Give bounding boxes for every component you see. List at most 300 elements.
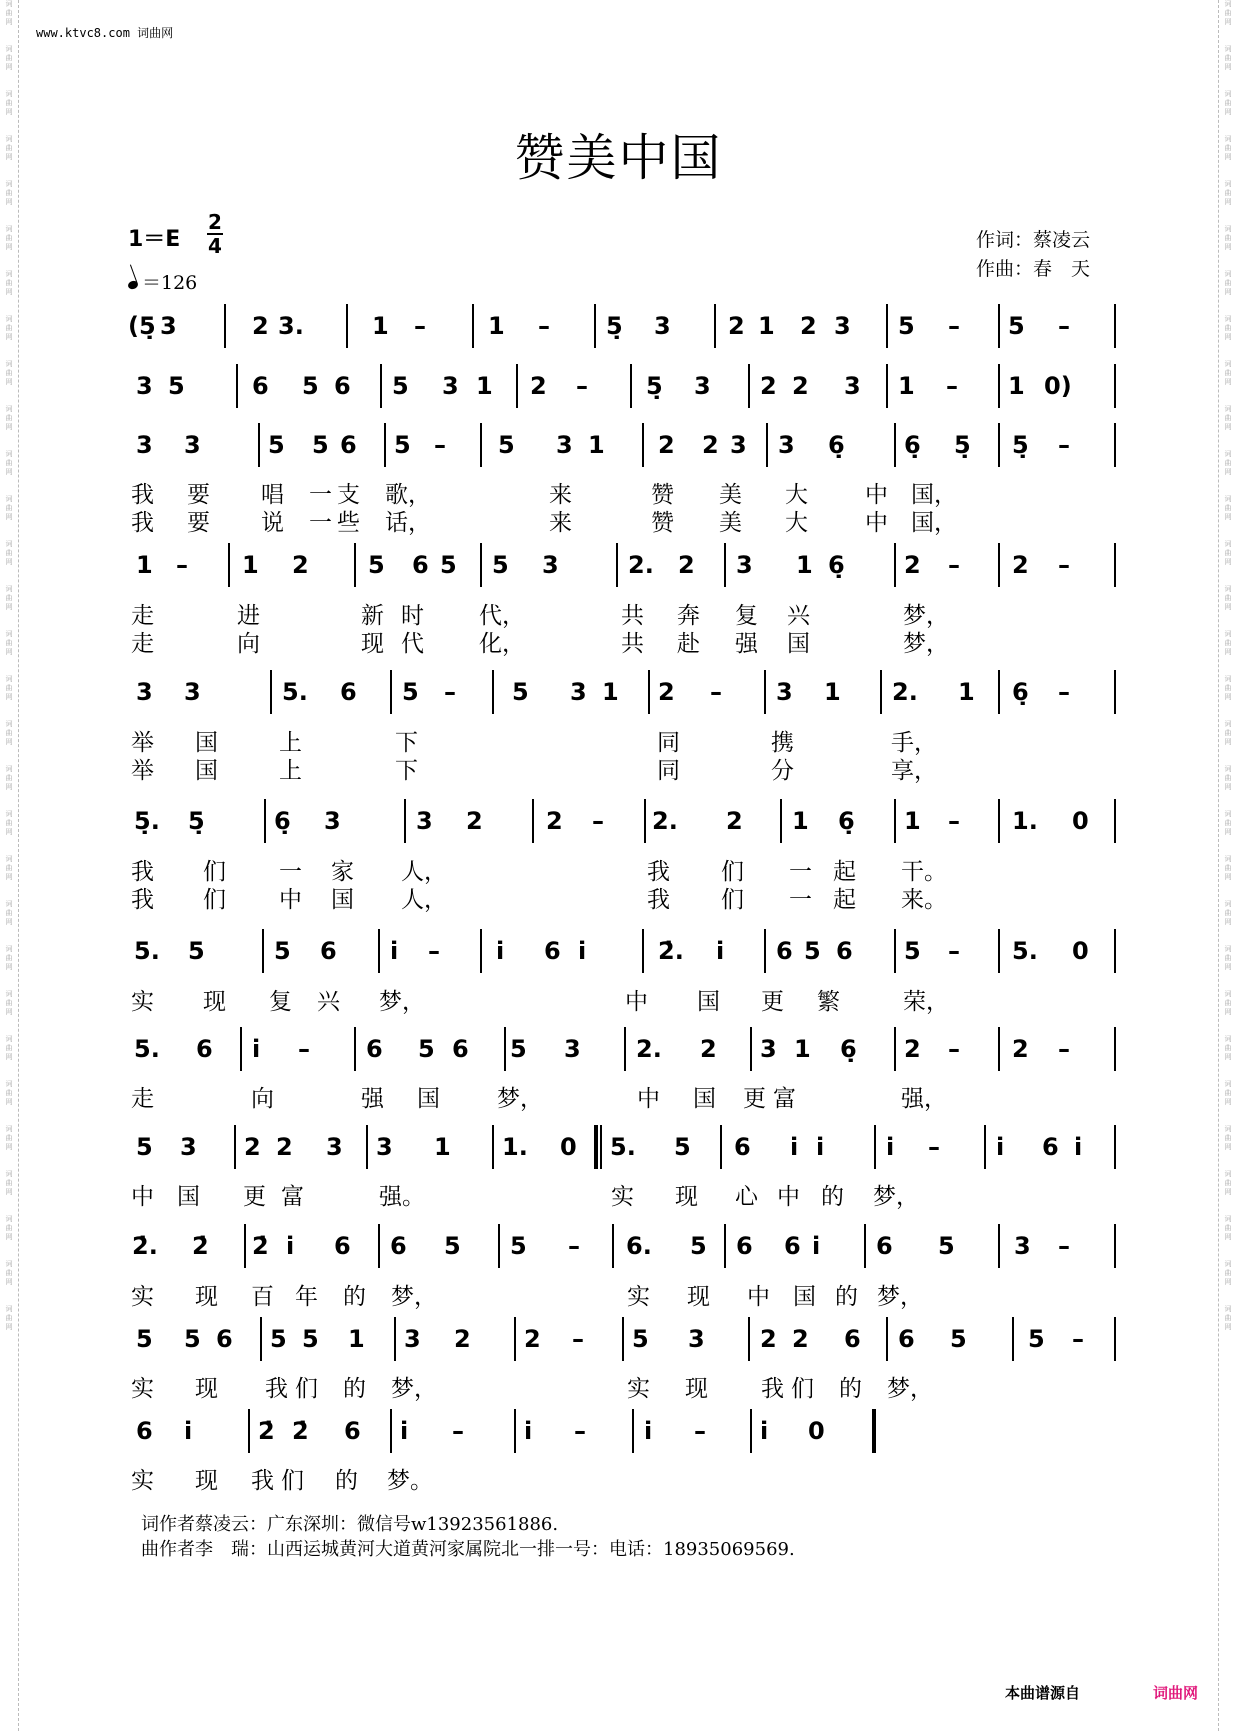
lyric-syllable: 国: [331, 887, 354, 913]
note: –: [948, 807, 960, 835]
barline: [750, 1409, 752, 1453]
barline: [864, 1224, 866, 1268]
lyric-syllable: 们: [281, 1468, 304, 1494]
note: 2: [728, 312, 745, 340]
barline: [354, 1027, 356, 1071]
note: 2: [726, 807, 743, 835]
score-line: [128, 1133, 1116, 1173]
lyric-syllable: 我: [131, 482, 154, 508]
barline: [880, 670, 882, 714]
lyric-syllable: 梦，: [877, 1284, 923, 1310]
note: 6̣: [840, 1035, 857, 1063]
lyric-syllable: 兴: [317, 989, 340, 1015]
barline: [748, 1317, 750, 1361]
lyric-syllable: 共: [621, 631, 644, 657]
note: 6: [136, 1417, 153, 1445]
note: 2̇: [192, 1232, 209, 1260]
lyric-syllable: 百: [251, 1284, 274, 1310]
note: 5: [168, 372, 185, 400]
note: –: [1072, 1325, 1084, 1353]
lyric-line: [131, 1080, 1091, 1112]
barline: [998, 1224, 1000, 1268]
note: 0: [1072, 807, 1089, 835]
note: 5: [512, 678, 529, 706]
barline: [1114, 1027, 1116, 1071]
note: –: [434, 431, 446, 459]
lyric-syllable: 大: [785, 482, 808, 508]
lyric-syllable: 中: [625, 989, 648, 1015]
lyric-syllable: 说: [261, 510, 284, 536]
lyric-syllable: 梦，: [391, 1376, 437, 1402]
note: 1: [602, 678, 619, 706]
barline: [612, 1224, 614, 1268]
note: 5: [392, 372, 409, 400]
note: i̇: [496, 937, 505, 965]
note: i̇: [286, 1232, 295, 1260]
note: 2̇.: [132, 1232, 158, 1260]
note: 5: [136, 1325, 153, 1353]
note: 2: [466, 807, 483, 835]
note: 5̣: [646, 372, 663, 400]
barline: [1114, 304, 1116, 348]
lyric-line: [131, 1462, 1091, 1494]
lyric-syllable: 的: [343, 1284, 366, 1310]
lyric-syllable: 更: [243, 1184, 266, 1210]
note: 6: [344, 1417, 361, 1445]
note: 6: [334, 1232, 351, 1260]
note: 5: [510, 1035, 527, 1063]
barline: [644, 799, 646, 843]
note: 6̣: [828, 431, 845, 459]
note: –: [538, 312, 550, 340]
note: 6̣: [838, 807, 855, 835]
lyric-syllable: 赴: [677, 631, 700, 657]
lyric-line: [131, 476, 1091, 508]
lyric-syllable: 向: [251, 1086, 274, 1112]
lyric-line: [131, 752, 1091, 784]
lyric-syllable: 我: [131, 887, 154, 913]
barline: [472, 304, 474, 348]
barline: [894, 799, 896, 843]
note: 2: [244, 1133, 261, 1161]
note: 6: [340, 678, 357, 706]
lyric-syllable: 我: [131, 859, 154, 885]
note: –: [592, 807, 604, 835]
note: 5: [632, 1325, 649, 1353]
note: 2: [904, 1035, 921, 1063]
note: 3: [326, 1133, 343, 1161]
tempo-marking: [128, 268, 197, 295]
note: –: [428, 937, 440, 965]
lyric-syllable: 话，: [385, 510, 431, 536]
barline: [1114, 929, 1116, 973]
note: 1: [242, 551, 259, 579]
lyric-syllable: 们: [203, 859, 226, 885]
song-title: 赞美中国: [514, 129, 723, 187]
note: 6: [734, 1133, 751, 1161]
lyric-syllable: 起: [833, 887, 856, 913]
lyric-syllable: 现: [195, 1468, 218, 1494]
note: –: [928, 1133, 940, 1161]
barline: [228, 543, 230, 587]
note: 2.: [636, 1035, 662, 1063]
note: –: [1058, 431, 1070, 459]
note: 1: [588, 431, 605, 459]
lyric-syllable: 同: [657, 730, 680, 756]
note: 5: [136, 1133, 153, 1161]
note: 1: [796, 551, 813, 579]
note: 3: [778, 431, 795, 459]
note: 3: [136, 678, 153, 706]
note: 2: [530, 372, 547, 400]
lyric-syllable: 的: [835, 1284, 858, 1310]
barline: [1114, 1224, 1116, 1268]
lyric-syllable: 复: [269, 989, 292, 1015]
lyric-syllable: 我: [131, 510, 154, 536]
note: 2: [702, 431, 719, 459]
lyric-syllable: 下: [395, 758, 418, 784]
lyric-syllable: 国: [417, 1086, 440, 1112]
note: 6: [390, 1232, 407, 1260]
note: 1: [434, 1133, 451, 1161]
note: i̇: [252, 1035, 261, 1063]
barline: [260, 1317, 262, 1361]
note: 6: [366, 1035, 383, 1063]
note: 0: [560, 1133, 577, 1161]
tempo-value: ＝126: [142, 272, 198, 294]
lyric-syllable: 举: [131, 758, 154, 784]
lyric-syllable: 复: [735, 603, 758, 629]
lyric-syllable: 美: [719, 482, 742, 508]
lyric-line: [131, 504, 1091, 536]
note: 5: [402, 678, 419, 706]
composer-contact: 曲作者李 瑞：山西运城黄河大道黄河家属院北一排一号：电话：18935069569.: [141, 1539, 795, 1560]
lyric-syllable: 美: [719, 510, 742, 536]
right-watermark: 词 曲 网 词 曲 网 词 曲 网 词 曲 网 词 曲 网 词 曲 网 词 曲 网 词 曲 网 词 曲 网 词 曲 网 词 曲 网 词 曲 网 词 曲 网 词 曲 网 词 曲 网 词 曲 网 词 曲 网 词 曲 网 词 曲 网 词 曲 网 词 曲 网 词 曲 网 词 曲 网 词 曲 网 词 曲 网 词 曲 网 词 曲 网 词 曲 网 词 曲 网 词 曲 网: [1224, 0, 1232, 1331]
lyric-syllable: 繁: [817, 989, 840, 1015]
barline: [984, 1125, 986, 1169]
barline: [516, 364, 518, 408]
lyric-syllable: 国: [697, 989, 720, 1015]
note: 6: [196, 1035, 213, 1063]
note: 5: [492, 551, 509, 579]
left-watermark: 词 曲 网 词 曲 网 词 曲 网 词 曲 网 词 曲 网 词 曲 网 词 曲 网 词 曲 网 词 曲 网 词 曲 网 词 曲 网 词 曲 网 词 曲 网 词 曲 网 词 曲 网 词 曲 网 词 曲 网 词 曲 网 词 曲 网 词 曲 网 词 曲 网 词 曲 网 词 曲 网 词 曲 网 词 曲 网 词 曲 网 词 曲 网 词 曲 网 词 曲 网 词 曲 网: [5, 0, 13, 1331]
lyric-syllable: 大: [785, 510, 808, 536]
score-line: [128, 1232, 1116, 1272]
note: 6: [340, 431, 357, 459]
note: 5̣: [606, 312, 623, 340]
note: 3: [1014, 1232, 1031, 1260]
note: 1: [476, 372, 493, 400]
note: 3.: [278, 312, 304, 340]
note: 2: [546, 807, 563, 835]
note: 2: [252, 312, 269, 340]
note: 3: [442, 372, 459, 400]
lyric-syllable: 新: [361, 603, 384, 629]
note: –: [574, 1417, 586, 1445]
note: 5: [268, 431, 285, 459]
barline: [480, 423, 482, 467]
note: –: [694, 1417, 706, 1445]
credits: [976, 226, 1090, 284]
note: 3: [324, 807, 341, 835]
barline: [894, 929, 896, 973]
barline: [780, 799, 782, 843]
note: 1.: [502, 1133, 528, 1161]
note: 6: [784, 1232, 801, 1260]
note: –: [946, 372, 958, 400]
note: 3: [556, 431, 573, 459]
note: 5: [950, 1325, 967, 1353]
note: 5.: [282, 678, 308, 706]
note: 6: [876, 1232, 893, 1260]
note: –: [452, 1417, 464, 1445]
barline: [720, 1125, 722, 1169]
lyric-line: [131, 983, 1091, 1015]
lyric-syllable: 梦，: [391, 1284, 437, 1310]
barline: [244, 1224, 246, 1268]
note: 2̇: [252, 1232, 269, 1260]
note: 2: [292, 551, 309, 579]
barline: [264, 799, 266, 843]
note: 5: [1008, 312, 1025, 340]
lyric-syllable: 中: [637, 1086, 660, 1112]
lyric-syllable: 走: [131, 631, 154, 657]
barline: [514, 1409, 516, 1453]
note: 3: [564, 1035, 581, 1063]
barline: [894, 543, 896, 587]
note: 1: [488, 312, 505, 340]
note: 5: [674, 1133, 691, 1161]
lyric-syllable: 实: [131, 1468, 154, 1494]
lyric-line: [131, 1370, 1091, 1402]
lyric-syllable: 实: [627, 1376, 650, 1402]
lyric-syllable: 现: [361, 631, 384, 657]
note: 2.: [892, 678, 918, 706]
barline: [750, 1027, 752, 1071]
barline: [1114, 1125, 1116, 1169]
note: 6.: [626, 1232, 652, 1260]
lyric-syllable: 向: [237, 631, 260, 657]
lyric-syllable: 中: [747, 1284, 770, 1310]
lyric-syllable: 我: [647, 859, 670, 885]
note: 6: [898, 1325, 915, 1353]
lyric-syllable: 富: [773, 1086, 796, 1112]
barline: [366, 1125, 368, 1169]
barline: [632, 1409, 634, 1453]
lyric-syllable: 的: [839, 1376, 862, 1402]
note: 5: [904, 937, 921, 965]
note: 5.: [610, 1133, 636, 1161]
note: i̇: [996, 1133, 1005, 1161]
note: 5.: [134, 1035, 160, 1063]
lyric-syllable: 些: [337, 510, 360, 536]
lyric-syllable: 梦，: [903, 603, 949, 629]
time-signature: [207, 212, 223, 256]
note: 5: [312, 431, 329, 459]
note: 1: [348, 1325, 365, 1353]
note: 5: [498, 431, 515, 459]
lyric-syllable: 上: [279, 758, 302, 784]
site-header[interactable]: www.ktvc8.com 词曲网: [36, 26, 174, 40]
note: 6: [216, 1325, 233, 1353]
note: 6: [1042, 1133, 1059, 1161]
note: 1.: [1012, 807, 1038, 835]
note: 5: [444, 1232, 461, 1260]
note: 6: [320, 937, 337, 965]
note: 3: [184, 678, 201, 706]
lyric-syllable: 要: [187, 482, 210, 508]
lyric-syllable: 实: [131, 1284, 154, 1310]
note: 1: [792, 807, 809, 835]
note: 5: [898, 312, 915, 340]
lyric-syllable: 同: [657, 758, 680, 784]
barline: [234, 1125, 236, 1169]
barline: [1012, 1317, 1014, 1361]
lyric-syllable: 国，: [911, 482, 957, 508]
source-site-link[interactable]: 词曲网: [1153, 1684, 1199, 1702]
lyric-syllable: 实: [627, 1284, 650, 1310]
lyric-syllable: 我: [251, 1468, 274, 1494]
note: 3: [416, 807, 433, 835]
note: i̇: [578, 937, 587, 965]
note: 2.: [652, 807, 678, 835]
lyric-syllable: 梦，: [379, 989, 425, 1015]
right-margin-rule: [1218, 0, 1219, 1731]
lyricist-contact: 词作者蔡凌云：广东深圳：微信号w13923561886.: [141, 1514, 559, 1535]
barline: [622, 1317, 624, 1361]
lyric-syllable: 国: [195, 730, 218, 756]
lyric-syllable: 荣，: [903, 989, 949, 1015]
note: 2: [792, 1325, 809, 1353]
lyric-syllable: 现: [203, 989, 226, 1015]
lyric-syllable: 下: [395, 730, 418, 756]
note: 2.: [628, 551, 654, 579]
barline: [1114, 423, 1116, 467]
note: 6: [736, 1232, 753, 1260]
barline: [766, 423, 768, 467]
double-barline: [872, 1409, 876, 1453]
lyric-syllable: 年: [295, 1284, 318, 1310]
note: 3: [844, 372, 861, 400]
note: –: [444, 678, 456, 706]
lyric-syllable: 我: [761, 1376, 784, 1402]
lyric-syllable: 中: [777, 1184, 800, 1210]
note: 0: [1072, 937, 1089, 965]
barline: [642, 929, 644, 973]
note: –: [1058, 312, 1070, 340]
lyric-syllable: 干。: [901, 859, 947, 885]
note: 5: [188, 937, 205, 965]
note: 5: [510, 1232, 527, 1260]
barline: [258, 423, 260, 467]
lyric-line: [131, 853, 1091, 885]
note: 6̣: [274, 807, 291, 835]
note: 1: [904, 807, 921, 835]
score-line: [128, 937, 1116, 977]
note: i̇: [886, 1133, 895, 1161]
note: i̇: [812, 1232, 821, 1260]
barline: [724, 1224, 726, 1268]
note: 2: [678, 551, 695, 579]
note: 5: [690, 1232, 707, 1260]
note: i̇: [400, 1417, 409, 1445]
lyric-syllable: 时: [401, 603, 424, 629]
lyric-syllable: 国: [787, 631, 810, 657]
note: 2: [1012, 551, 1029, 579]
note: 3: [136, 431, 153, 459]
lyric-syllable: 支: [337, 482, 360, 508]
score-line: [128, 551, 1116, 591]
note: 5̣: [954, 431, 971, 459]
note: –: [948, 312, 960, 340]
barline: [354, 543, 356, 587]
lyric-syllable: 我: [647, 887, 670, 913]
barline: [492, 670, 494, 714]
note: 3: [694, 372, 711, 400]
lyric-syllable: 兴: [787, 603, 810, 629]
note: –: [710, 678, 722, 706]
lyric-syllable: 手，: [891, 730, 937, 756]
lyric-syllable: 走: [131, 603, 154, 629]
lyric-syllable: 人，: [401, 859, 447, 885]
barline: [390, 670, 392, 714]
barline: [492, 1125, 494, 1169]
barline: [532, 799, 534, 843]
note: 5̣: [1012, 431, 1029, 459]
note: 2: [1012, 1035, 1029, 1063]
note: i̇: [760, 1417, 769, 1445]
lyric-syllable: 心: [735, 1184, 758, 1210]
lyric-syllable: 现: [195, 1284, 218, 1310]
note: 6: [836, 937, 853, 965]
note: i̇: [390, 937, 399, 965]
lyric-syllable: 化，: [479, 631, 525, 657]
lyric-syllable: 走: [131, 1086, 154, 1112]
note: 5.: [134, 937, 160, 965]
note: 6̣: [904, 431, 921, 459]
note: 1: [136, 551, 153, 579]
lyric-syllable: 梦，: [873, 1184, 919, 1210]
note: 0): [1044, 372, 1072, 400]
note: 2̇.: [658, 937, 684, 965]
lyric-syllable: 国: [177, 1184, 200, 1210]
score-line: [128, 431, 1116, 471]
score-line: [128, 312, 1116, 352]
note: 3: [776, 678, 793, 706]
lyric-syllable: 一: [789, 887, 812, 913]
lyric-syllable: 更: [743, 1086, 766, 1112]
note: –: [948, 551, 960, 579]
note: –: [948, 937, 960, 965]
lyric-syllable: 中: [279, 887, 302, 913]
lyric-syllable: 来: [549, 482, 572, 508]
note: –: [298, 1035, 310, 1063]
barline: [648, 670, 650, 714]
note: 5: [804, 937, 821, 965]
note: 2: [276, 1133, 293, 1161]
barline: [380, 364, 382, 408]
lyric-syllable: 一: [789, 859, 812, 885]
lyric-syllable: 富: [281, 1184, 304, 1210]
lyric-line: [131, 1278, 1091, 1310]
lyric-syllable: 实: [611, 1184, 634, 1210]
barline: [624, 1027, 626, 1071]
score-line: [128, 1035, 1116, 1075]
lyric-syllable: 现: [685, 1376, 708, 1402]
note: –: [568, 1232, 580, 1260]
barline: [384, 423, 386, 467]
